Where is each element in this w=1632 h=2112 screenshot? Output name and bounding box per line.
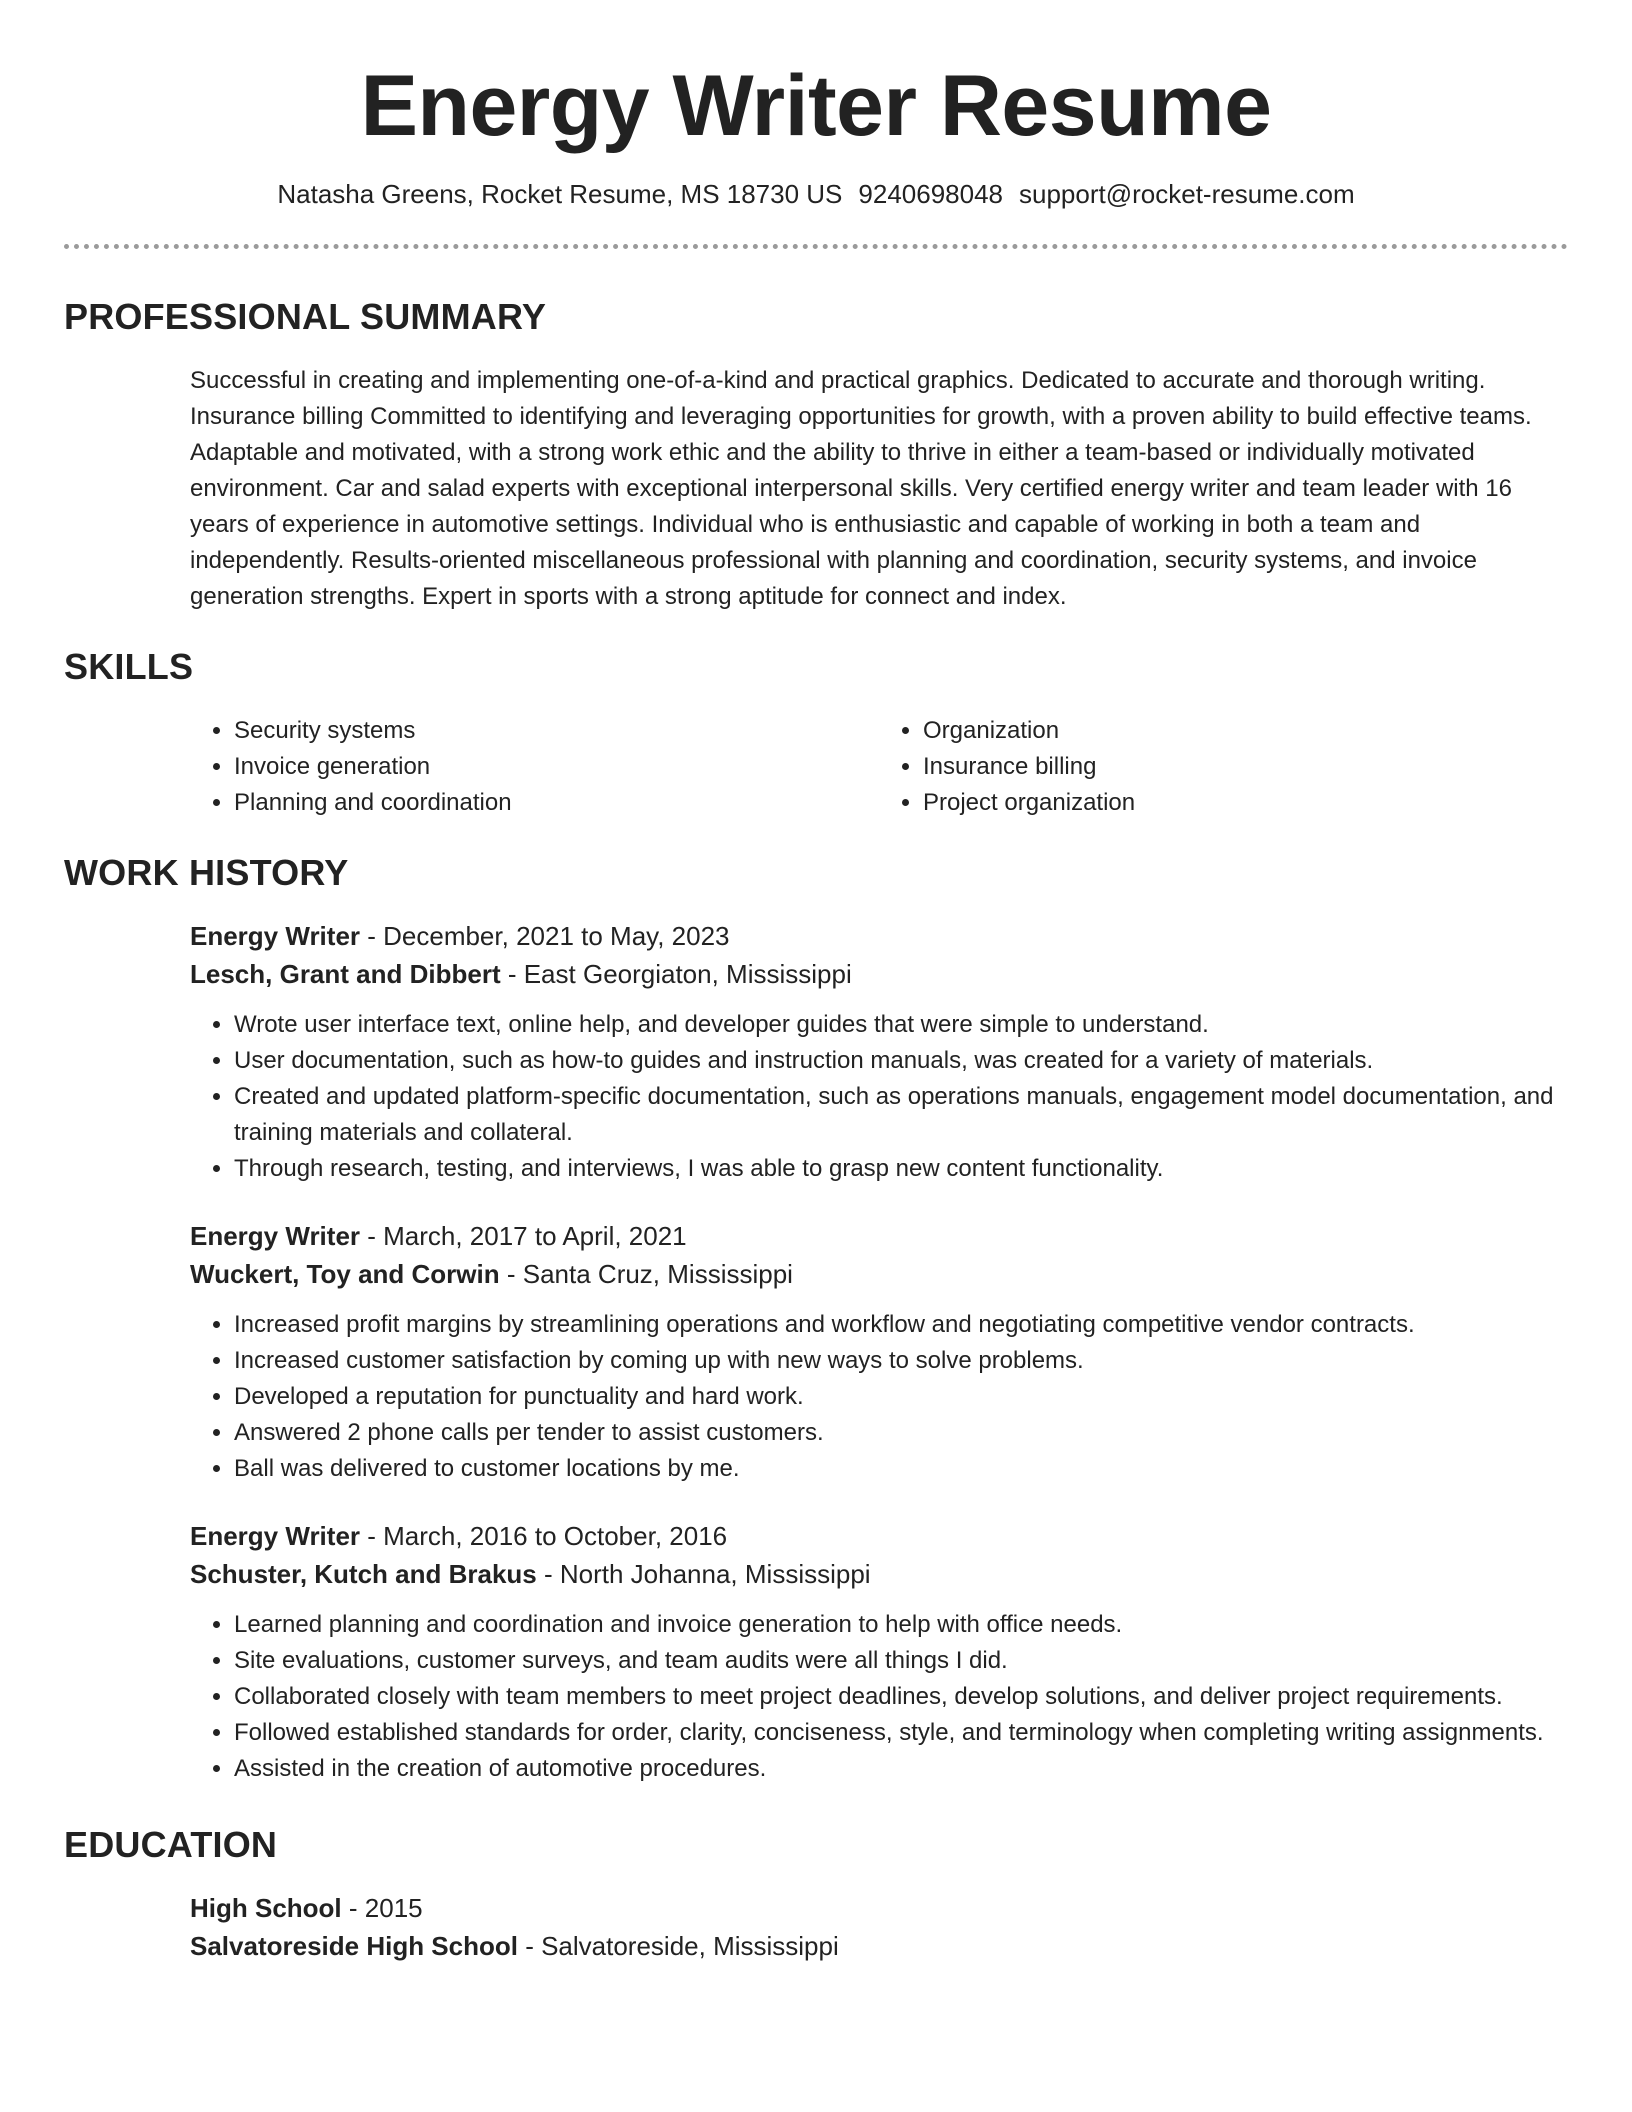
education-section <box>64 1823 1568 1965</box>
job-bullet: • Site evaluations, customer surveys, and team audits were all things I did. <box>234 1643 1568 1679</box>
job-bullet: • Wrote user interface text, online help, and developer guides that were simple to understand. <box>234 1007 1568 1043</box>
skill-item: • Organization <box>923 713 1568 749</box>
job-dates: - December, 2021 to May, 2023 <box>360 921 730 951</box>
job-company-line <box>190 955 1568 993</box>
job-bullet: • Created and updated platform-specific documentation, such as operations manuals, engagement model documentation, and training materials and collateral. <box>234 1079 1568 1151</box>
education-year: - 2015 <box>341 1893 423 1923</box>
skill-item: • Insurance billing <box>923 749 1568 785</box>
job-entry <box>190 917 1568 1187</box>
job-company: Lesch, Grant and Dibbert <box>190 959 501 989</box>
skills-column-right <box>879 713 1568 821</box>
contact-email: support@rocket-resume.com <box>1019 179 1355 209</box>
job-bullet: • Ball was delivered to customer locations by me. <box>234 1451 1568 1487</box>
summary-section <box>64 295 1568 615</box>
education-degree-line <box>190 1889 1568 1927</box>
job-location: - East Georgiaton, Mississippi <box>500 959 852 989</box>
job-bullet: • Developed a reputation for punctuality and hard work. <box>234 1379 1568 1415</box>
skill-item: • Planning and coordination <box>234 785 879 821</box>
job-bullet: • Assisted in the creation of automotive procedures. <box>234 1751 1568 1787</box>
job-bullets <box>190 1007 1568 1187</box>
job-bullet: • Increased customer satisfaction by coming up with new ways to solve problems. <box>234 1343 1568 1379</box>
education-degree: High School <box>190 1893 342 1923</box>
job-bullet: • User documentation, such as how-to guides and instruction manuals, was created for a variety of materials. <box>234 1043 1568 1079</box>
job-dates: - March, 2016 to October, 2016 <box>360 1521 728 1551</box>
contact-address: Natasha Greens, Rocket Resume, MS 18730 US <box>277 179 843 209</box>
job-entry <box>190 1217 1568 1487</box>
job-title: Energy Writer <box>190 1521 361 1551</box>
header-divider <box>64 244 1568 249</box>
job-location: - Santa Cruz, Mississippi <box>499 1259 793 1289</box>
job-title: Energy Writer <box>190 1221 361 1251</box>
job-bullet: • Learned planning and coordination and invoice generation to help with office needs. <box>234 1607 1568 1643</box>
skills-list <box>190 713 1568 821</box>
job-company-line <box>190 1255 1568 1293</box>
skills-heading: SKILLS <box>64 646 194 687</box>
job-company: Wuckert, Toy and Corwin <box>190 1259 500 1289</box>
job-bullet: • Through research, testing, and interviews, I was able to grasp new content functionality. <box>234 1151 1568 1187</box>
skill-item: • Invoice generation <box>234 749 879 785</box>
work-history-section <box>64 851 1568 1787</box>
contact-line <box>64 176 1568 212</box>
summary-text: Successful in creating and implementing one-of-a-kind and practical graphics. Dedicated to accurate and thorough writing. Insurance billing Committed to identifying and leveraging opportunities for growth, with a proven ability to build effective teams. Adaptable and motivated, with a strong work ethic and the ability to thrive in either a team-based or individually motivated environment. Car and salad experts with exceptional interpersonal skills. Very certified energy writer and team leader with 16 years of experience in automotive settings. Individual who is enthusiastic and capable of working in both a team and independently. Results-oriented miscellaneous professional with planning and coordination, security systems, and invoice generation strengths. Expert in sports with a strong aptitude for connect and index. <box>190 367 1532 610</box>
resume-title: Energy Writer Resume <box>360 58 1272 154</box>
job-bullet: • Increased profit margins by streamlining operations and workflow and negotiating competitive vendor contracts. <box>234 1307 1568 1343</box>
job-bullet: • Followed established standards for order, clarity, conciseness, style, and terminology when completing writing assignments. <box>234 1715 1568 1751</box>
job-bullets <box>190 1607 1568 1787</box>
skills-column-left <box>190 713 879 821</box>
job-bullet: • Answered 2 phone calls per tender to assist customers. <box>234 1415 1568 1451</box>
job-location: - North Johanna, Mississippi <box>536 1559 871 1589</box>
job-title-line <box>190 1517 1568 1555</box>
education-school-line <box>190 1927 1568 1965</box>
job-title-line <box>190 917 1568 955</box>
education-entry <box>190 1889 1568 1965</box>
resume-page <box>64 0 1568 1965</box>
skill-item: • Project organization <box>923 785 1568 821</box>
job-company: Schuster, Kutch and Brakus <box>190 1559 537 1589</box>
job-bullet: • Collaborated closely with team members to meet project deadlines, develop solutions, and deliver project requirements. <box>234 1679 1568 1715</box>
skills-section <box>64 645 1568 821</box>
job-entry <box>190 1517 1568 1787</box>
education-school: Salvatoreside High School <box>190 1931 518 1961</box>
skill-item: • Security systems <box>234 713 879 749</box>
job-dates: - March, 2017 to April, 2021 <box>360 1221 687 1251</box>
contact-phone: 9240698048 <box>858 179 1004 209</box>
education-location: - Salvatoreside, Mississippi <box>517 1931 839 1961</box>
work-history-heading: WORK HISTORY <box>64 852 349 893</box>
job-bullets <box>190 1307 1568 1487</box>
summary-heading: PROFESSIONAL SUMMARY <box>64 296 547 337</box>
job-title-line <box>190 1217 1568 1255</box>
education-heading: EDUCATION <box>64 1824 278 1865</box>
job-title: Energy Writer <box>190 921 361 951</box>
job-company-line <box>190 1555 1568 1593</box>
